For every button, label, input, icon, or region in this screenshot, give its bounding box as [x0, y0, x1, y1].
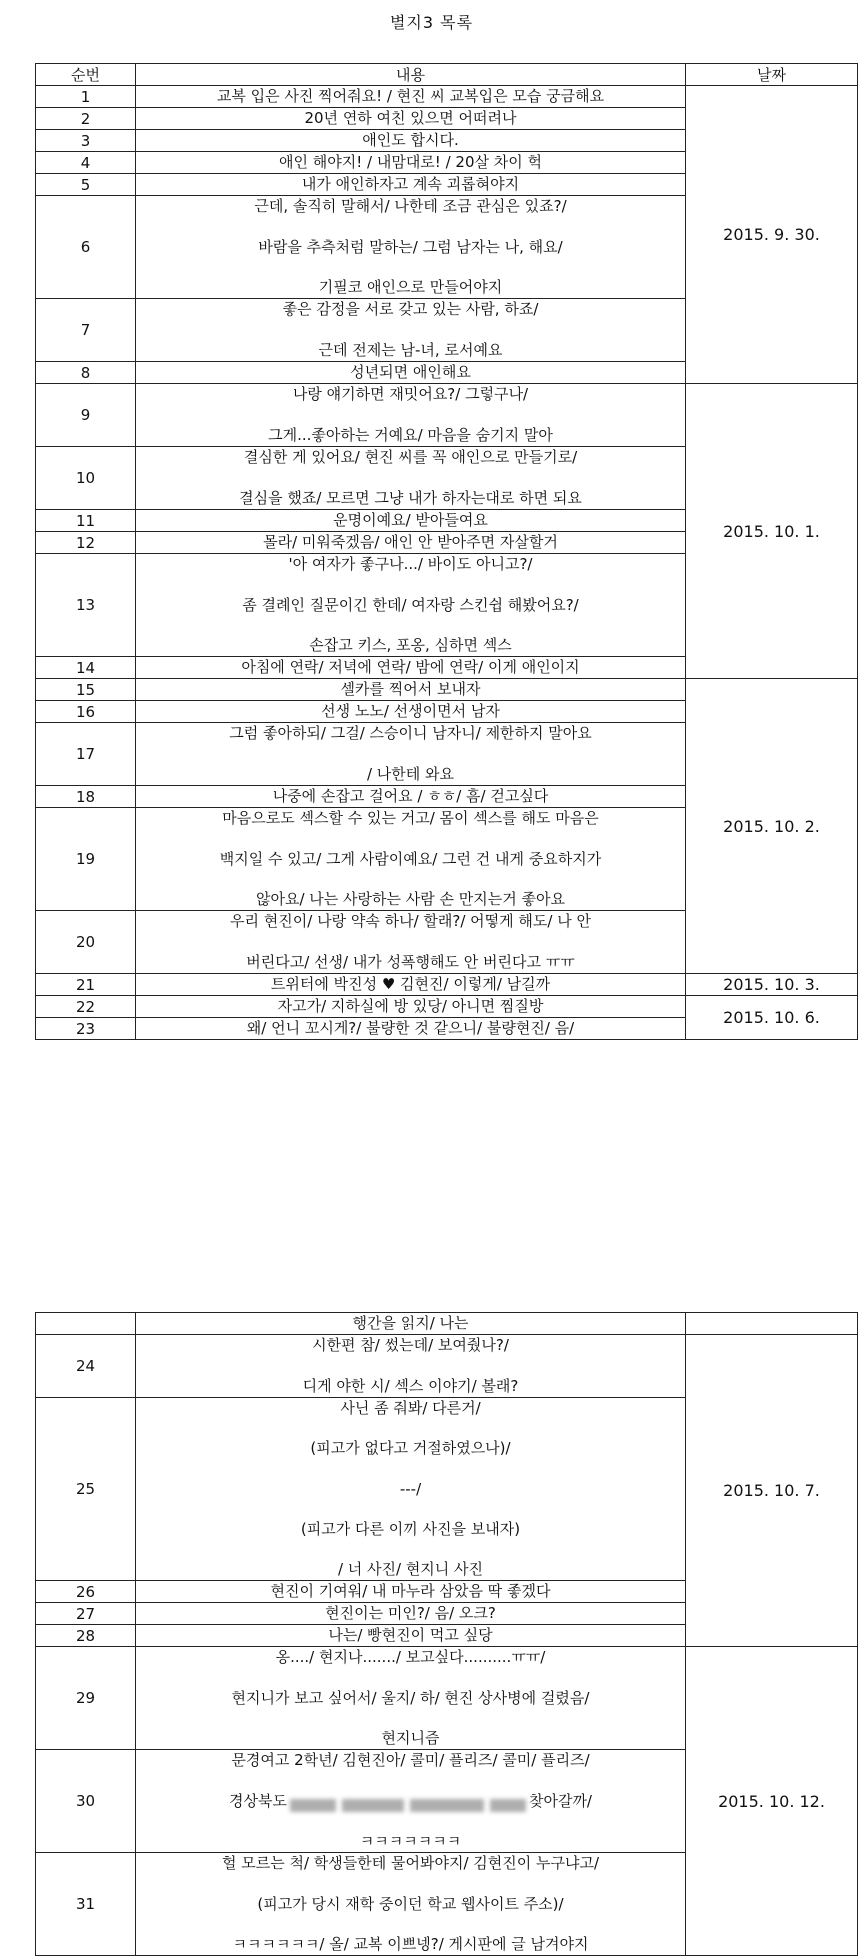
row-content: 왜/ 언니 꼬시게?/ 불량한 것 같으니/ 불량현진/ 음/ — [136, 1018, 686, 1040]
row-content: 마음으로도 섹스할 수 있는 거고/ 몸이 섹스를 해도 마음은 백지일 수 있고/ 그게 사람이예요/ 그런 건 내게 중요하지가 않아요/ 나는 사랑하는 사람 손 만지는거 좋아요 — [136, 808, 686, 911]
row-number: 17 — [36, 723, 136, 786]
row-number: 1 — [36, 86, 136, 108]
row-number: 8 — [36, 362, 136, 384]
row-content: 애인 해야지! / 내맘대로! / 20살 차이 헉 — [136, 152, 686, 174]
row-number: 10 — [36, 447, 136, 510]
row-content: 사닌 좀 줘봐/ 다른거/ (피고가 없다고 거절하였으나)/ ---/ (피고가 다른 이끼 사진을 보내자) / 너 사진/ 현지니 사진 — [136, 1398, 686, 1581]
table-row — [36, 996, 858, 1018]
row-number: 20 — [36, 911, 136, 974]
row-number: 30 — [36, 1750, 136, 1853]
message-table-2 — [35, 1312, 858, 1956]
row-number: 2 — [36, 108, 136, 130]
row-number: 15 — [36, 679, 136, 701]
redacted-text — [342, 1799, 404, 1812]
row-content: 우리 현진이/ 나랑 약속 하나/ 할래?/ 어떻게 해도/ 나 안 버린다고/ 선생/ 내가 성폭행해도 안 버린다고 ㅠㅠ — [136, 911, 686, 974]
row-number: 19 — [36, 808, 136, 911]
row-content: 몰라/ 미워죽겠음/ 애인 안 받아주면 자살할거 — [136, 532, 686, 554]
row-content: 현진이는 미인?/ 음/ 오크? — [136, 1603, 686, 1625]
table-row — [36, 1335, 858, 1398]
row-content: 셀카를 찍어서 보내자 — [136, 679, 686, 701]
row-number: 7 — [36, 299, 136, 362]
row-content: 현진이 기여워/ 내 마누라 삼았음 딱 좋겠다 — [136, 1581, 686, 1603]
table-row — [36, 974, 858, 996]
row-number: 13 — [36, 554, 136, 657]
redacted-text — [410, 1799, 484, 1812]
row-content: 나는/ 빵현진이 먹고 싶당 — [136, 1625, 686, 1647]
row-content: 나중에 손잡고 걸어요 / ㅎㅎ/ 흠/ 걷고싶다 — [136, 786, 686, 808]
row-content: 트위터에 박진성 ♥ 김현진/ 이렇게/ 남길까 — [136, 974, 686, 996]
row-number: 5 — [36, 174, 136, 196]
table-row — [36, 86, 858, 108]
row-content: 근데, 솔직히 말해서/ 나한테 조금 관심은 있죠?/ 바람을 추측처럼 말하는/ 그럼 남자는 나, 해요/ 기필코 애인으로 만들어야지 — [136, 196, 686, 299]
row-number: 18 — [36, 786, 136, 808]
row-number: 11 — [36, 510, 136, 532]
row-content: 그럼 좋아하되/ 그걸/ 스승이니 남자니/ 제한하지 말아요 / 나한테 와요 — [136, 723, 686, 786]
row-number: 24 — [36, 1335, 136, 1398]
row-content: 자고가/ 지하실에 방 있당/ 아니면 찜질방 — [136, 996, 686, 1018]
row-number — [36, 1313, 136, 1335]
row-number: 12 — [36, 532, 136, 554]
row-date — [686, 1313, 858, 1335]
row-content: 교복 입은 사진 찍어줘요! / 현진 씨 교복입은 모습 궁금해요 — [136, 86, 686, 108]
message-table-1 — [35, 63, 858, 1040]
table-row — [36, 679, 858, 701]
row-number: 6 — [36, 196, 136, 299]
row-number: 3 — [36, 130, 136, 152]
row-number: 27 — [36, 1603, 136, 1625]
table-row — [36, 1313, 858, 1335]
row-date: 2015. 9. 30. — [686, 86, 858, 384]
row-content: 나랑 얘기하면 재밋어요?/ 그렇구나/ 그게...좋아하는 거예요/ 마음을 숨기지 말아 — [136, 384, 686, 447]
row-content: 헐 모르는 척/ 학생들한테 물어봐야지/ 김현진이 누구냐고/ (피고가 당시 재학 중이던 학교 웹사이트 주소)/ ㅋㅋㅋㅋㅋㅋ/ 올/ 교복 이쁘넹?/ 게시판에 글 남겨야지 — [136, 1853, 686, 1956]
row-number: 16 — [36, 701, 136, 723]
row-date: 2015. 10. 7. — [686, 1335, 858, 1647]
row-date: 2015. 10. 6. — [686, 996, 858, 1040]
row-number: 9 — [36, 384, 136, 447]
row-number: 21 — [36, 974, 136, 996]
row-content: 성년되면 애인해요 — [136, 362, 686, 384]
row-number: 25 — [36, 1398, 136, 1581]
row-number: 28 — [36, 1625, 136, 1647]
row-number: 22 — [36, 996, 136, 1018]
row-number: 14 — [36, 657, 136, 679]
row-number: 26 — [36, 1581, 136, 1603]
row-content: 20년 연하 여친 있으면 어떠려나 — [136, 108, 686, 130]
row-content: 옹..../ 현지나......./ 보고싶다..........ㅠㅠ/ 현지니가 보고 싶어서/ 울지/ 하/ 현진 상사병에 걸렸음/ 현지니즘 — [136, 1647, 686, 1750]
redacted-text — [290, 1799, 336, 1812]
header-date: 날짜 — [686, 64, 858, 86]
header-content: 내용 — [136, 64, 686, 86]
row-content: 좋은 감정을 서로 갖고 있는 사람, 하죠/ 근데 전제는 남-녀, 로서예요 — [136, 299, 686, 362]
row-date: 2015. 10. 2. — [686, 679, 858, 974]
row-number: 29 — [36, 1647, 136, 1750]
row-number: 23 — [36, 1018, 136, 1040]
row-number: 31 — [36, 1853, 136, 1956]
table-row — [36, 384, 858, 447]
row-content: 선생 노노/ 선생이면서 남자 — [136, 701, 686, 723]
row-content: 문경여고 2학년/ 김현진아/ 콜미/ 플리즈/ 콜미/ 플리즈/ 경상북도 찾아갈까/ ㅋㅋㅋㅋㅋㅋㅋ — [136, 1750, 686, 1853]
row-number: 4 — [36, 152, 136, 174]
row-date: 2015. 10. 12. — [686, 1647, 858, 1956]
row-content: 아침에 연락/ 저녁에 연락/ 밤에 연락/ 이게 애인이지 — [136, 657, 686, 679]
row-content: 행간을 읽지/ 나는 — [136, 1313, 686, 1335]
row-date: 2015. 10. 3. — [686, 974, 858, 996]
row-content: 운명이예요/ 받아들여요 — [136, 510, 686, 532]
page-title: 별지3 목록 — [389, 13, 474, 32]
header-no: 순번 — [36, 64, 136, 86]
row-date: 2015. 10. 1. — [686, 384, 858, 679]
row-content: 결심한 게 있어요/ 현진 씨를 꼭 애인으로 만들기로/ 결심을 했죠/ 모르면 그냥 내가 하자는대로 하면 되요 — [136, 447, 686, 510]
table-row — [36, 1647, 858, 1750]
row-content: 애인도 합시다. — [136, 130, 686, 152]
redacted-text — [490, 1799, 526, 1812]
row-content: '아 여자가 좋구나.../ 바이도 아니고?/ 좀 결례인 질문이긴 한데/ 여자랑 스킨쉽 해봤어요?/ 손잡고 키스, 포옹, 심하면 섹스 — [136, 554, 686, 657]
row-content: 시한편 참/ 썼는데/ 보여줬나?/ 디게 야한 시/ 섹스 이야기/ 볼래? — [136, 1335, 686, 1398]
row-content: 내가 애인하자고 계속 괴롭혀야지 — [136, 174, 686, 196]
